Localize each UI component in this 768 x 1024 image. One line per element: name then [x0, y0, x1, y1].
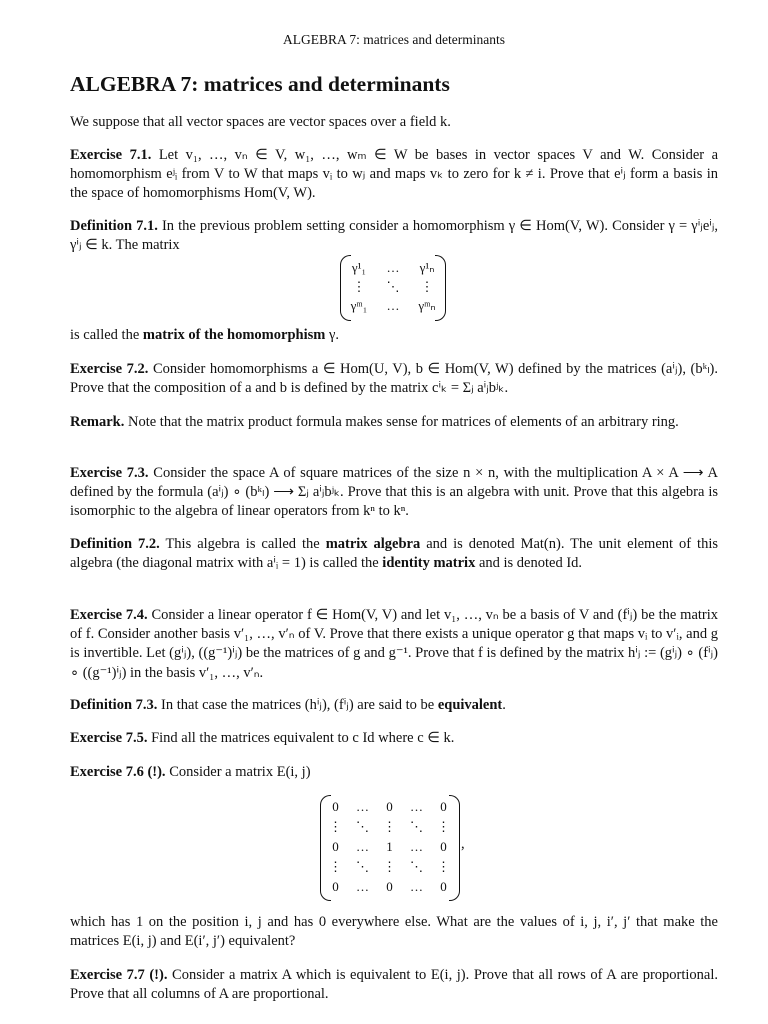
e-matrix-cell: 0: [386, 799, 393, 814]
e-matrix-cell: ⋮: [383, 819, 396, 834]
definition-7-1: [70, 217, 718, 255]
e-matrix-cell: ⋱: [356, 859, 369, 874]
definition-7-2-mid: and is denoted Mat(n). The unit element of this algebra (the diagonal matrix with aⁱᵢ = 1) is called the: [70, 536, 718, 572]
exercise-7-5: [70, 729, 718, 748]
exercise-7-6-label: Exercise 7.6 (!).: [70, 764, 166, 780]
exercise-7-5-text: Find all the matrices equivalent to c Id where c ∈ k.: [151, 730, 455, 746]
definition-7-3-text: In that case the matrices (hⁱⱼ), (fⁱⱼ) are said to be: [161, 697, 438, 713]
gamma-matrix-row: [342, 277, 444, 296]
e-matrix: [320, 795, 460, 899]
exercise-7-6-text: Consider a matrix E(i, j): [169, 764, 311, 780]
e-matrix-cell: 0: [440, 799, 447, 814]
e-matrix-cell: …: [356, 799, 369, 814]
e-matrix-cell: ⋮: [329, 819, 342, 834]
e-matrix-cell: …: [356, 879, 369, 894]
definition-7-1-label: Definition 7.1.: [70, 218, 158, 234]
e-matrix-cell: …: [410, 799, 423, 814]
gamma-matrix-cell: ⋮: [352, 278, 366, 294]
e-matrix-cell: ⋱: [410, 859, 423, 874]
gamma-matrix-cell: …: [386, 297, 400, 313]
conclusion-text: is called the: [70, 327, 143, 343]
e-matrix-cell: 0: [386, 879, 393, 894]
running-head: ALGEBRA 7: matrices and determinants: [283, 32, 505, 47]
e-matrix-cell: 0: [440, 879, 447, 894]
exercise-7-3-label: Exercise 7.3.: [70, 465, 149, 481]
e-matrix-cell: ⋮: [383, 859, 396, 874]
gamma-matrix-cell: …: [386, 259, 400, 275]
exercise-7-2-text: Consider homomorphisms a ∈ Hom(U, V), b ∈ Hom(V, W) defined by the matrices (aⁱⱼ), (bᵏₗ). Prove that the composition of a and b is defined by the matrix cⁱₖ = Σⱼ aⁱⱼbʲₖ.: [70, 361, 718, 397]
remark: [70, 413, 718, 432]
e-matrix-cell: 0: [332, 879, 339, 894]
conclusion-end: γ.: [325, 327, 340, 343]
exercise-7-4-text: Consider a linear operator f ∈ Hom(V, V) and let v₁, …, vₙ be a basis of V and (fⁱⱼ) be the matrix of f. Consider another basis v′₁, …, v′ₙ of V. Prove that there exists a unique operator g that maps vᵢ to v′ᵢ, and g is invertible. Let (gⁱⱼ), ((g⁻¹)ⁱⱼ) be the matrices of g and g⁻¹. Prove that f is defined by the matrix hⁱⱼ := (gⁱⱼ) ∘ (fⁱⱼ) ∘ ((g⁻¹)ⁱⱼ) in the basis v′₁, …, v′ₙ.: [70, 607, 719, 681]
gamma-matrix-cell: γ¹₁: [351, 259, 367, 275]
e-matrix-row: [322, 817, 457, 837]
definition-7-2-label: Definition 7.2.: [70, 536, 160, 552]
e-matrix-cell: ⋮: [437, 819, 450, 834]
gamma-matrix-cell: γᵐₙ: [418, 297, 436, 313]
e-matrix-row: [322, 877, 457, 897]
definition-7-2-end: and is denoted Id.: [475, 555, 583, 572]
gamma-matrix-row: [342, 258, 444, 277]
e-matrix-cell: …: [410, 839, 423, 854]
exercise-7-1-label: Exercise 7.1.: [70, 147, 152, 163]
exercise-7-6-followup: which has 1 on the position i, j and has 0 everywhere else. What are the values of i, j, i′, j′ that make the matrices E(i, j) and E(i′, j′) equivalent?: [70, 914, 718, 950]
e-matrix-cell: ⋱: [410, 819, 423, 834]
e-matrix-row: [322, 797, 457, 817]
exercise-7-5-label: Exercise 7.5.: [70, 730, 148, 746]
e-matrix-cell: 0: [440, 839, 447, 854]
exercise-7-7: [70, 966, 718, 1004]
remark-label: Remark.: [70, 414, 125, 430]
exercise-7-4-label: Exercise 7.4.: [70, 607, 148, 623]
exercise-7-2-label: Exercise 7.2.: [70, 361, 149, 377]
definition-7-2: [70, 535, 718, 573]
matrix-trailing-comma: ,: [461, 836, 465, 852]
intro-paragraph: We suppose that all vector spaces are vector spaces over a field k.: [70, 114, 451, 130]
identity-matrix-term: identity matrix: [382, 555, 476, 572]
page-title: ALGEBRA 7: matrices and determinants: [70, 72, 450, 96]
e-matrix-row: [322, 857, 457, 877]
gamma-matrix-cell: γᵐ₁: [350, 297, 368, 313]
e-matrix-cell: 0: [332, 839, 339, 854]
e-matrix-row: [322, 837, 457, 857]
e-matrix-cell: ⋮: [437, 859, 450, 874]
e-matrix-cell: …: [356, 839, 369, 854]
gamma-matrix: [340, 255, 446, 319]
exercise-7-3-text: Consider the space A of square matrices of the size n × n, with the multiplication A × A ⟶ A defined by the formula (aⁱⱼ) ∘ (bᵏₗ) ⟶ Σⱼ aⁱⱼbʲₖ. Prove that this is an algebra with unit. Prove that this algebra is isomorphic to the algebra of linear operators from kⁿ to kⁿ.: [70, 465, 718, 520]
exercise-7-7-label: Exercise 7.7 (!).: [70, 967, 168, 983]
definition-7-1-conclusion: [70, 326, 718, 345]
exercise-7-1-text: Let v₁, …, vₙ ∈ V, w₁, …, wₘ ∈ W be bases in vector spaces V and W. Consider a homomorphism eʲᵢ from V to W that maps vᵢ to wⱼ and maps vₖ to zero for k ≠ i. Prove that eⁱⱼ form a basis in the space of homomorphisms Hom(V, W).: [70, 147, 719, 202]
e-matrix-cell: ⋱: [356, 819, 369, 834]
exercise-7-6: [70, 763, 718, 782]
definition-7-2-text: This algebra is called the: [165, 536, 326, 552]
definition-7-3: [70, 696, 718, 715]
e-matrix-cell: …: [410, 879, 423, 894]
definition-7-1-text: In the previous problem setting consider a homomorphism γ ∈ Hom(V, W). Consider γ = γⁱⱼeⁱⱼ, γⁱⱼ ∈ k. The matrix: [70, 218, 719, 254]
e-matrix-cell: ⋮: [329, 859, 342, 874]
exercise-7-7-text: Consider a matrix A which is equivalent to E(i, j). Prove that all rows of A are proportional. Prove that all columns of A are proportional.: [70, 967, 719, 1003]
gamma-matrix-cell: γ¹ₙ: [419, 259, 435, 275]
definition-7-3-label: Definition 7.3.: [70, 697, 158, 713]
gamma-matrix-cell: ⋮: [420, 278, 434, 294]
e-matrix-cell: 0: [332, 799, 339, 814]
gamma-matrix-row: [342, 296, 444, 315]
e-matrix-cell: 1: [386, 839, 393, 854]
exercise-7-1: [70, 146, 718, 204]
equivalent-term: equivalent: [437, 697, 503, 713]
matrix-of-homomorphism-term: matrix of the homomorphism: [142, 327, 326, 343]
exercise-7-3: [70, 464, 718, 522]
definition-7-3-end: .: [502, 697, 506, 713]
remark-text: Note that the matrix product formula makes sense for matrices of elements of an arbitrary ring.: [128, 414, 679, 430]
exercise-7-2: [70, 360, 718, 398]
gamma-matrix-cell: ⋱: [386, 278, 400, 294]
exercise-7-4: [70, 606, 718, 683]
matrix-algebra-term: matrix algebra: [325, 536, 421, 552]
